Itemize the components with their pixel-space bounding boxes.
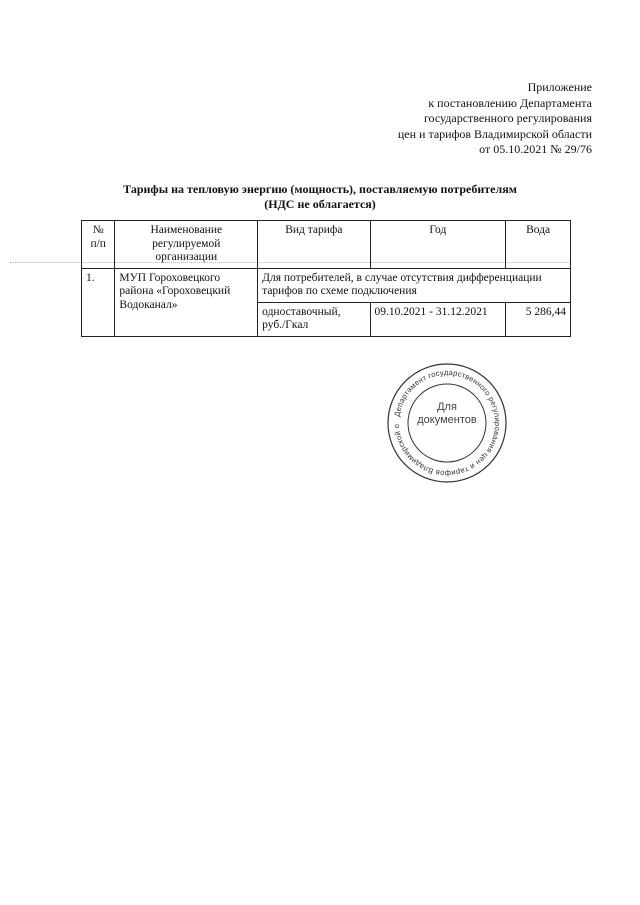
header-org	[115, 221, 258, 269]
appendix-date-number: от 05.10.2021 № 29/76	[479, 142, 592, 156]
stamp-center-line: Для	[437, 401, 457, 413]
stamp-center-line: документов	[417, 414, 477, 426]
cell-period: 09.10.2021 - 31.12.2021	[370, 302, 506, 336]
header-num-line: №	[92, 224, 104, 236]
header-year: Год	[370, 221, 506, 269]
official-stamp	[386, 362, 508, 484]
document-title	[0, 182, 640, 212]
header-num-line: п/п	[90, 237, 106, 250]
cell-note: Для потребителей, в случае отсутствия дифференциации тарифов по схеме подключения	[258, 268, 571, 302]
tariff-table	[81, 220, 571, 337]
cell-value: 5 286,44	[506, 302, 571, 336]
table-header-row	[82, 221, 571, 269]
cell-num: 1.	[82, 268, 115, 336]
header-kind: Вид тарифа	[258, 221, 370, 269]
appendix-line: цен и тарифов Владимирской области	[397, 126, 592, 141]
stamp-center-text	[386, 401, 508, 427]
header-water: Вода	[506, 221, 571, 269]
appendix-line: к постановлению Департамента	[428, 95, 592, 110]
header-num	[82, 221, 115, 269]
title-line: Тарифы на тепловую энергию (мощность), поставляемую потребителям	[123, 182, 517, 196]
header-org-line: Наименование	[150, 224, 223, 236]
appendix-line: государственного регулирования	[423, 111, 592, 125]
header-org-line: регулируемой	[152, 237, 221, 250]
cell-kind: одноставочный, руб./Гкал	[258, 302, 370, 336]
table-row	[82, 268, 571, 302]
cell-org: МУП Гороховецкого района «Гороховецкий Водоканал»	[115, 268, 258, 336]
appendix-line: Приложение	[527, 80, 592, 94]
appendix-block	[398, 80, 592, 158]
title-vat-note: (НДС не облагается)	[264, 197, 376, 211]
svg-text:Департамент государственного р: Департамент государственного регулирования цен и тарифов Владимирской о	[391, 367, 503, 479]
header-org-line: организации	[155, 251, 218, 263]
